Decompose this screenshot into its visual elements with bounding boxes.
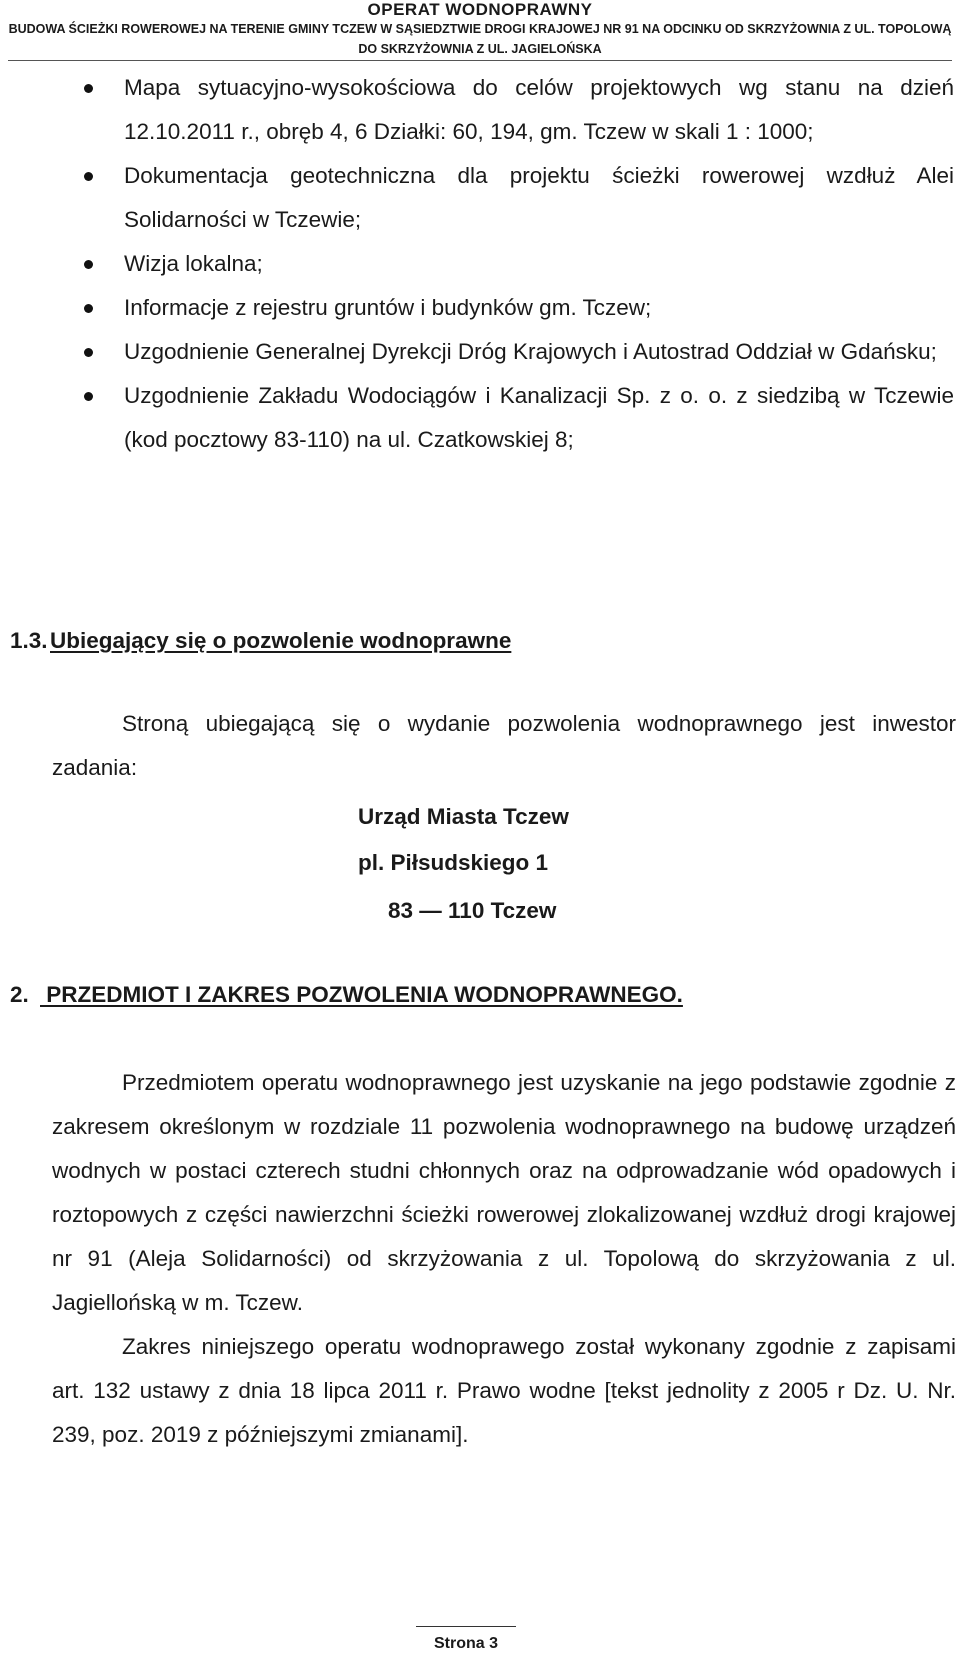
document-title: OPERAT WODNOPRAWNY <box>367 0 593 19</box>
list-item: Uzgodnienie Generalnej Dyrekcji Dróg Krajowych i Autostrad Oddział w Gdańsku; <box>84 330 954 374</box>
list-item: Uzgodnienie Zakładu Wodociągów i Kanalizacji Sp. z o. o. z siedzibą w Tczewie (kod pocztowy 83-110) na ul. Czatkowskiej 8; <box>84 374 954 462</box>
section-number: 1.3. <box>10 628 48 653</box>
page-number: Strona 3 <box>416 1626 516 1653</box>
bullet-icon <box>84 84 93 93</box>
list-item: Mapa sytuacyjno-wysokościowa do celów projektowych wg stanu na dzień 12.10.2011 r., obręb 4, 6 Działki: 60, 194, gm. Tczew w skali 1 : 1000; <box>84 66 954 154</box>
section-heading-1-3 <box>10 628 511 654</box>
address-line: pl. Piłsudskiego 1 <box>358 850 549 875</box>
scope-paragraph-1: Przedmiotem operatu wodnoprawnego jest uzyskanie na jego podstawie zgodnie z zakresem określonym w rozdziale 11 pozwolenia wodnoprawnego na budowę urządzeń wodnych w postaci czterech studni chłonnych oraz na odprowadzanie wód opadowych i roztopowych z części nawierzchni ścieżki rowerowej zlokalizowanej wzdłuż drogi krajowej nr 91 (Aleja Solidarności) od skrzyżowania z ul. Topolową do skrzyżowania z ul. Jagiellońską w m. Tczew. <box>52 1070 956 1315</box>
address-line: 83 — 110 Tczew <box>388 898 557 923</box>
bullet-icon <box>84 304 93 313</box>
applicant-paragraph: Stroną ubiegającą się o wydanie pozwolenia wodnoprawnego jest inwestor zadania: <box>52 711 956 780</box>
bullet-icon <box>84 348 93 357</box>
document-header <box>0 0 960 59</box>
list-item: Wizja lokalna; <box>84 242 954 286</box>
section-title: PRZEDMIOT I ZAKRES POZWOLENIA WODNOPRAWNEGO. <box>40 982 683 1007</box>
document-subtitle: BUDOWA ŚCIEŻKI ROWEROWEJ NA TERENIE GMINY TCZEW W SĄSIEDZTWIE DROGI KRAJOWEJ NR 91 NA ODCINKU OD SKRZYŻOWNIA Z UL. TOPOLOWĄ DO SKRZYŻOWNIA Z UL. JAGIELOŃSKA <box>8 22 952 56</box>
bullet-icon <box>84 392 93 401</box>
list-item: Informacje z rejestru gruntów i budynków gm. Tczew; <box>84 286 954 330</box>
address-line: Urząd Miasta Tczew <box>358 804 569 829</box>
scope-paragraph-2: Zakres niniejszego operatu wodnoprawego został wykonany zgodnie z zapisami art. 132 ustawy z dnia 18 lipca 2011 r. Prawo wodne [tekst jednolity z 2005 r Dz. U. Nr. 239, poz. 2019 z późniejszymi zmianami]. <box>52 1334 956 1447</box>
bullet-icon <box>84 172 93 181</box>
section-number: 2. <box>10 982 29 1007</box>
bullet-icon <box>84 260 93 269</box>
header-rule <box>8 60 952 61</box>
section-title: Ubiegający się o pozwolenie wodnoprawne <box>50 628 512 653</box>
list-item: Dokumentacja geotechniczna dla projektu ścieżki rowerowej wzdłuż Alei Solidarności w Tczewie; <box>84 154 954 242</box>
source-list <box>84 66 954 462</box>
section-heading-2 <box>10 982 683 1008</box>
